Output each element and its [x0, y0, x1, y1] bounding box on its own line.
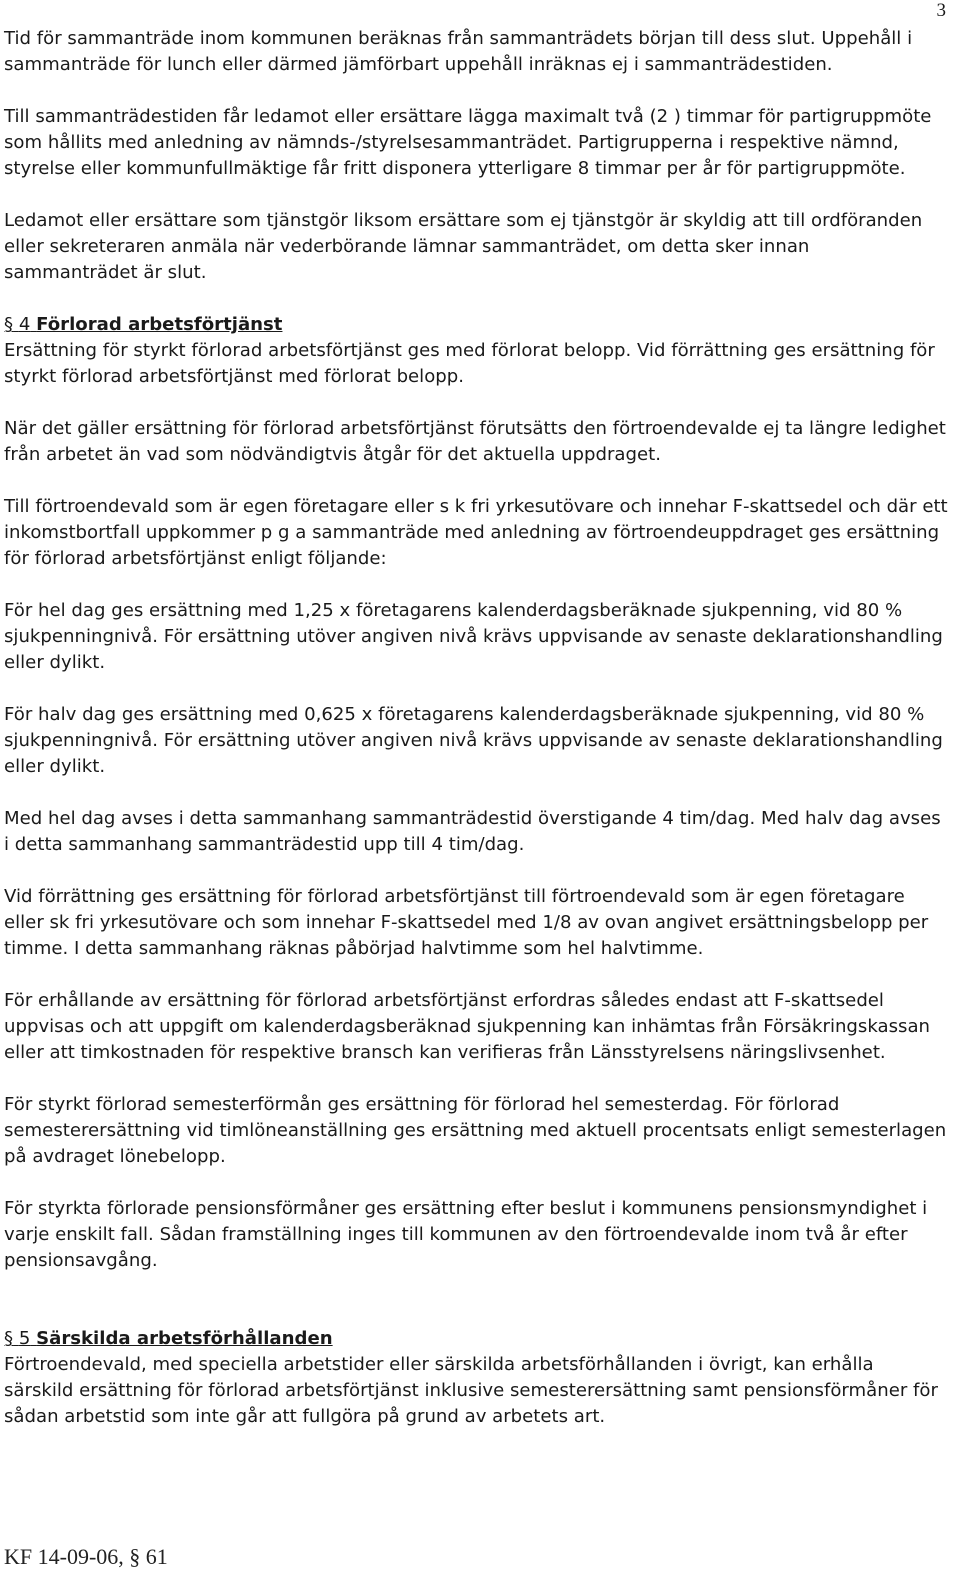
footer-reference: KF 14-09-06, § 61: [4, 1544, 168, 1569]
section-heading-5: [4, 1326, 948, 1352]
section-heading-4: [4, 312, 948, 338]
paragraph: Tid för sammanträde inom kommunen beräknas från sammanträdets början till dess slut. Uppehåll i sammanträde för lunch eller därmed jämförbart uppehåll inräknas ej i sammanträdestiden.: [4, 28, 913, 75]
section-title: Förlorad arbetsförtjänst: [36, 314, 283, 335]
paragraph: För styrkt förlorad semesterförmån ges ersättning för förlorad hel semesterdag. För förlorad semesterersättning vid timlöneanställning ges ersättning med aktuell procentsats enligt semesterlagen på avdraget lönebelopp.: [4, 1094, 947, 1167]
paragraph: Med hel dag avses i detta sammanhang sammanträdestid överstigande 4 tim/dag. Med halv dag avses i detta sammanhang sammanträdestid upp till 4 tim/dag.: [4, 808, 941, 855]
section-number: 4: [18, 314, 31, 335]
document-body: [4, 26, 948, 1456]
paragraph: Förtroendevald, med speciella arbetstider eller särskilda arbetsförhållanden i övrigt, kan erhålla särskild ersättning för förlorad arbetsförtjänst inklusive semesterersättning samt pensionsförmåner för sådan arbetstid som inte går att fullgöra på grund av arbetets art.: [4, 1354, 938, 1427]
section-title: Särskilda arbetsförhållanden: [36, 1328, 333, 1349]
page-number: 3: [936, 0, 946, 21]
section-symbol: §: [4, 314, 14, 335]
paragraph: När det gäller ersättning för förlorad arbetsförtjänst förutsätts den förtroendevalde ej ta längre ledighet från arbetet än vad som nödvändigtvis åtgår för det aktuella uppdraget.: [4, 418, 946, 465]
paragraph: Till sammanträdestiden får ledamot eller ersättare lägga maximalt två (2 ) timmar för partigruppmöte som hållits med anledning av nämnds-/styrelsesammanträdet. Partigrupperna i respektive nämnd, styrelse eller kommunfullmäktige får fritt disponera ytterligare 8 timmar per år för partigruppmöte.: [4, 106, 932, 179]
paragraph: För hel dag ges ersättning med 1,25 x företagarens kalenderdagsberäknade sjukpenning, vid 80 % sjukpenningnivå. För ersättning utöver angiven nivå krävs uppvisande av senaste deklarationshandling eller dylikt.: [4, 600, 943, 673]
paragraph: Vid förrättning ges ersättning för förlorad arbetsförtjänst till förtroendevald som är egen företagare eller sk fri yrkesutövare och som innehar F-skattsedel med 1/8 av ovan angivet ersättningsbelopp per timme. I detta sammanhang räknas påbörjad halvtimme som hel halvtimme.: [4, 886, 929, 959]
paragraph: Ersättning för styrkt förlorad arbetsförtjänst ges med förlorat belopp. Vid förrättning ges ersättning för styrkt förlorad arbetsförtjänst med förlorat belopp.: [4, 340, 935, 387]
paragraph: Till förtroendevald som är egen företagare eller s k fri yrkesutövare och innehar F-skattsedel och där ett inkomstbortfall uppkommer p g a sammanträde med anledning av förtroendeuppdraget ges ersättning för förlorad arbetsförtjänst enligt följande:: [4, 496, 948, 569]
paragraph: För halv dag ges ersättning med 0,625 x företagarens kalenderdagsberäknade sjukpenning, vid 80 % sjukpenningnivå. För ersättning utöver angiven nivå krävs uppvisande av senaste deklarationshandling eller dylikt.: [4, 704, 943, 777]
section-number: 5: [18, 1328, 31, 1349]
section-symbol: §: [4, 1328, 14, 1349]
paragraph: Ledamot eller ersättare som tjänstgör liksom ersättare som ej tjänstgör är skyldig att till ordföranden eller sekreteraren anmäla när vederbörande lämnar sammanträdet, om detta sker innan sammanträdet är slut.: [4, 210, 923, 283]
paragraph: För erhållande av ersättning för förlorad arbetsförtjänst erfordras således endast att F-skattsedel uppvisas och att uppgift om kalenderdagsberäknad sjukpenning kan inhämtas från Försäkringskassan eller att timkostnaden för respektive bransch kan verifieras från Länsstyrelsens näringslivsenhet.: [4, 990, 931, 1063]
section-spacer: [4, 1274, 948, 1326]
paragraph: För styrkta förlorade pensionsförmåner ges ersättning efter beslut i kommunens pensionsmyndighet i varje enskilt fall. Sådan framställning inges till kommunen av den förtroendevalde inom två år efter pensionsavgång.: [4, 1198, 928, 1271]
